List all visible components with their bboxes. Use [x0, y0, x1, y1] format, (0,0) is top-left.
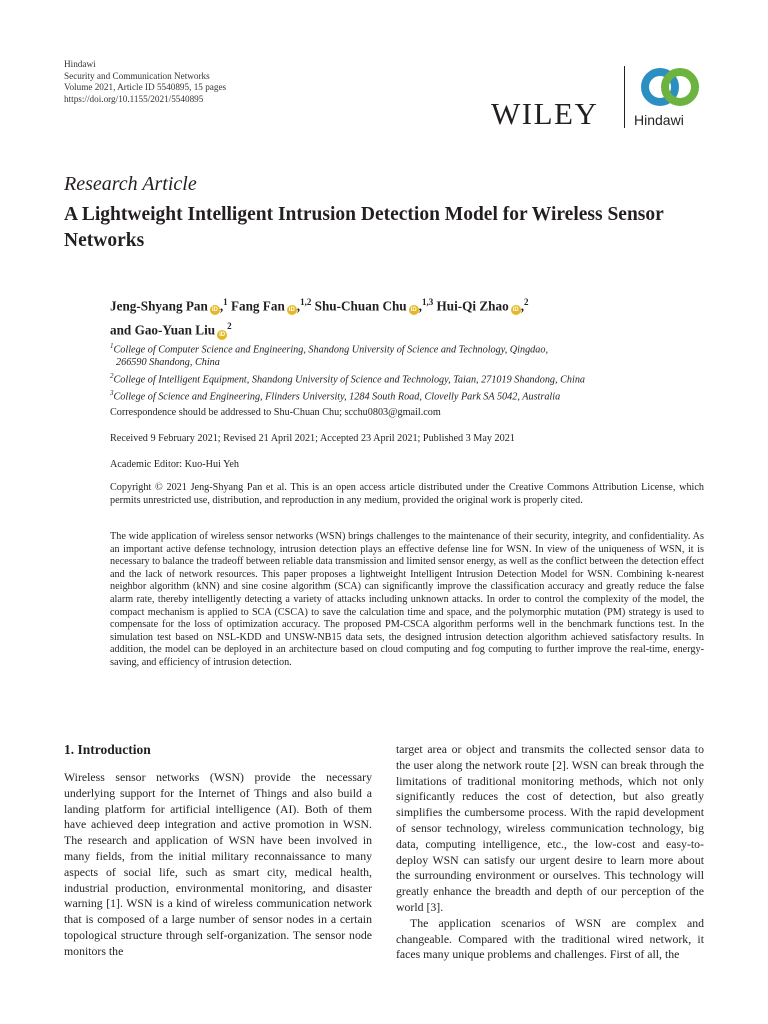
- hindawi-logo-icon: [634, 64, 706, 110]
- author-affil-sup: 1,3: [421, 297, 434, 307]
- section-heading: 1. Introduction: [64, 742, 151, 757]
- author-name: Fang Fan: [230, 298, 285, 314]
- affiliations: [110, 340, 680, 404]
- paragraph: target area or object and transmits the collected sensor data to the user along the network route [2]. WSN can break through the limitations of traditional monitoring methods, which not only significantly reduces the cost of detection, but also greatly simplifies the cumbersome process. With the rapid development of sensor technology, wireless communication technology, big data, computing intelligence, etc., the low-cost and easy-to-deploy WSN can satisfy our urgent desire to learn more about the surrounding environment or ourselves. This technology will greatly enhance the breadth and depth of our perception of the world [3].: [396, 742, 704, 914]
- volume-info: Volume 2021, Article ID 5540895, 15 pages: [64, 82, 227, 93]
- publisher-name: Hindawi: [64, 59, 96, 69]
- correspondence: Correspondence should be addressed to Shu-Chuan Chu; scchu0803@gmail.com: [110, 407, 441, 418]
- affiliation-item-cont: 266590 Shandong, China: [116, 357, 220, 369]
- affiliation-item: $^1$College of Computer Science and Engineering, Shandong University of Science and Technology, Qingdao,: [110, 342, 548, 356]
- wiley-logo: WILEY: [491, 96, 599, 131]
- journal-name: Security and Communication Networks: [64, 70, 210, 81]
- author-name: Hui-Qi Zhao: [436, 298, 509, 314]
- doi-link[interactable]: https://doi.org/10.1155/2021/5540895: [64, 93, 204, 104]
- orcid-icon[interactable]: iD: [288, 307, 295, 314]
- article-type: Research Article: [64, 173, 197, 195]
- left-column: [64, 770, 372, 960]
- author-conjunction: and: [110, 322, 132, 338]
- right-column: [396, 742, 704, 963]
- author-name: Gao-Yuan Liu: [134, 322, 216, 338]
- logo-divider: [624, 66, 625, 128]
- orcid-icon[interactable]: iD: [211, 307, 218, 314]
- publication-dates: Received 9 February 2021; Revised 21 April 2021; Accepted 23 April 2021; Published 3 May 2021: [110, 433, 515, 444]
- paper-title: A Lightweight Intelligent Intrusion Detection Model for Wireless Sensor Networks: [64, 204, 664, 251]
- author-affil-sup: 1: [223, 297, 228, 307]
- journal-header: [64, 59, 226, 105]
- author-affil-sup: 2: [523, 297, 529, 307]
- author-affil-sup: 2: [227, 321, 232, 332]
- academic-editor: Academic Editor: Kuo-Hui Yeh: [110, 459, 240, 470]
- hindawi-logo-text: Hindawi: [634, 112, 684, 128]
- abstract: The wide application of wireless sensor networks (WSN) brings challenges to the maintenance of their security, integrity, and confidentiality. As an important active defense technology, intrusion detection plays an effective defense line for WSN. In view of the uniqueness of WSN, it is necessary to balance the tradeoff between reliable data transmission and limited sensor energy, as well as the conflict between the detection effect and the lack of network resources. This paper proposes a lightweight Intelligent Intrusion Detection Model for WSN. Combining k-nearest neighbor algorithm (kNN) and sine cosine algorithm (SCA) can significantly improve the classification accuracy and greatly reduce the false alarm rate, thereby intelligently detecting a variety of attacks including unknown attacks. In order to control the complexity of the model, the compact mechanism is applied to SCA (CSCA) to save the calculation time and space, and the polymorphic mutation (PM) strategy is used to compensate for the loss of optimization accuracy. The proposed PM-CSCA algorithm performs well in the benchmark functions test. In the simulation test based on NSL-KDD and UNSW-NB15 data sets, the designed intrusion detection algorithm achieved satisfactory results. In addition, the model can be deployed in an architecture based on cloud computing and fog computing to further improve the real-time, energy-saving, and efficiency of intrusion detection.: [110, 531, 704, 668]
- orcid-icon[interactable]: iD: [512, 307, 519, 314]
- author-list: Jeng-Shyang Pan iD ,$^1$ Fang Fan iD ,$^{1,2}$ Shu-Chuan Chu iD ,$^{1,3}$ Hui-Qi Zhao iD ,$^2$ and Gao-Yuan Liu $iD^2$: [110, 297, 529, 338]
- orcid-icon[interactable]: iD: [219, 331, 226, 338]
- author-affil-sup: 1,2: [300, 297, 312, 307]
- paragraph: Wireless sensor networks (WSN) provide the necessary underlying support for the Internet of Things and also build a landing platform for artificial intelligence (AI). Both of them have achieved deep integration and active promotion in WSN. The research and application of WSN have been involved in many fields, from the initial military reconnaissance to many aspects of social life, such as smart city, medical health, industrial production, environmental monitoring, and disaster warning [1]. WSN is a kind of wireless communication network that is composed of a large number of sensor nodes in a certain topological structure through self-organization. The sensor node monitors the: [64, 770, 372, 958]
- paragraph: The application scenarios of WSN are complex and changeable. Compared with the traditional wired network, it faces many unique problems and challenges. First of all, the: [396, 915, 704, 962]
- affiliation-item: $^2$College of Intelligent Equipment, Shandong University of Science and Technology, Taian, 271019 Shandong, China: [110, 371, 586, 386]
- orcid-icon[interactable]: iD: [410, 307, 417, 314]
- author-name: Shu-Chuan Chu: [314, 298, 407, 314]
- author-name: Jeng-Shyang Pan: [110, 298, 208, 314]
- affiliation-item: $^3$College of Science and Engineering, Flinders University, 1284 South Road, Clovelly Park SA 5042, Australia: [110, 389, 561, 403]
- copyright-notice: Copyright © 2021 Jeng-Shyang Pan et al. This is an open access article distributed under the Creative Commons Attribution License, which permits unrestricted use, distribution, and reproduction in any medium, provided the original work is properly cited.: [110, 482, 704, 506]
